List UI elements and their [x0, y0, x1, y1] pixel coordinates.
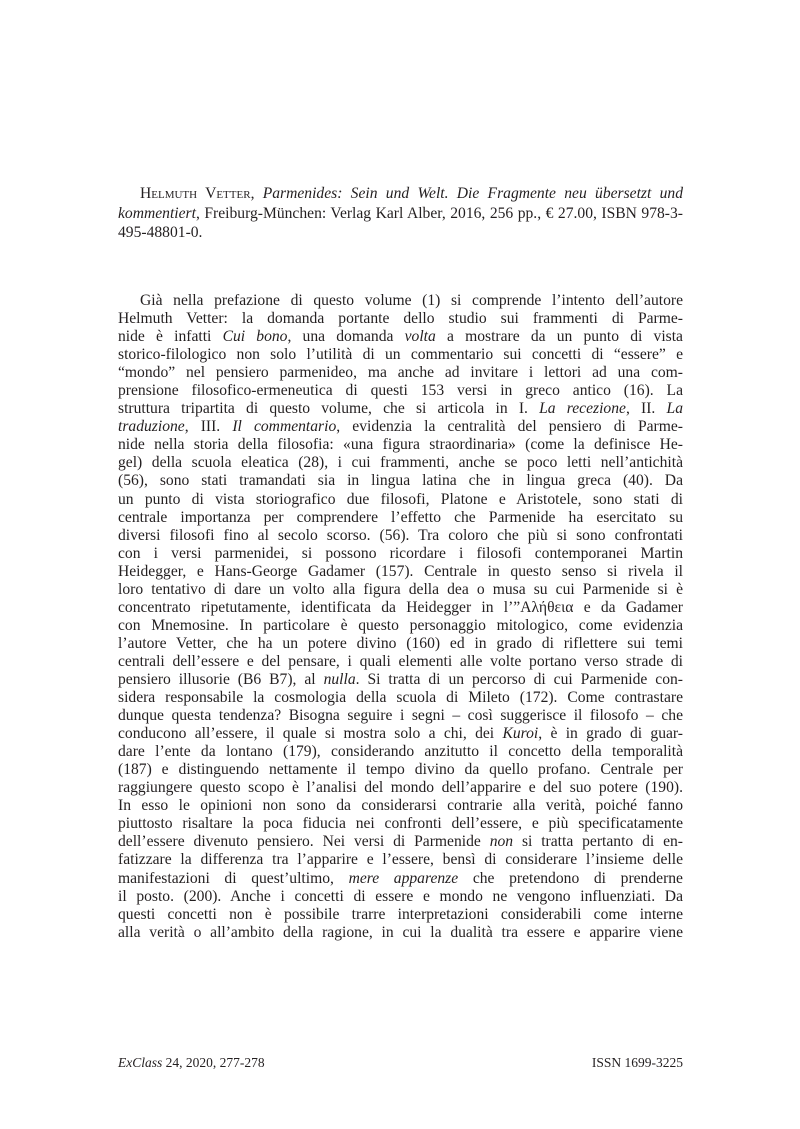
body-line: il posto. (200). Anche i concetti di essere e mondo ne vengono influenziati. Da [118, 887, 683, 905]
body-line: centrali dell’essere e del pensare, i quali elementi alle volte portano verso strade di [118, 652, 683, 670]
body-line: con Mnemosine. In particolare è questo personaggio mitologico, come evidenzia [118, 616, 683, 634]
review-body [118, 292, 683, 942]
body-line: Già nella prefazione di questo volume (1) si comprende l’intento dell’autore [140, 292, 683, 309]
body-line: loro tentativo di dare un volto alla figura della dea o musa su cui Parmenide si è [118, 580, 683, 598]
body-line: con i versi parmenidei, si possono ricordare i filosofi contemporanei Martin [118, 544, 683, 562]
body-line: raggiungere questo scopo è l’analisi del mondo dell’apparire e del suo potere (190). [118, 779, 683, 797]
body-line: (56), sono stati tramandati sia in lingua latina che in lingua greca (40). Da [118, 472, 683, 490]
body-line: Helmuth Vetter: la domanda portante dello studio sui frammenti di Parme- [118, 310, 683, 328]
body-line: nide è infatti Cui bono, una domanda volta a mostrare da un punto di vista [118, 328, 683, 346]
book-citation: Helmuth Vetter, Parmenides: Sein und Welt. Die Fragmente neu übersetzt und kommentiert, Freiburg-München: Verlag Karl Alber, 2016, 256 pp., € 27.00, ISBN 978-3-495-48801-0. [118, 185, 683, 241]
body-line: traduzione, III. Il commentario, evidenzia la centralità del pensiero di Parme- [118, 418, 683, 436]
citation-publication: , Freiburg-München: Verlag Karl Alber, 2016, 256 pp., € 27.00, ISBN 978-3-495-48801-0. [118, 204, 683, 241]
body-line: Heidegger, e Hans-George Gadamer (157). Centrale in questo senso si rivela il [118, 562, 683, 580]
footer-issue: 24, 2020, 277-278 [162, 1055, 265, 1070]
body-line: prensione filosofico-ermeneutica di questi 153 versi in greco antico (16). La [118, 382, 683, 400]
body-line: conducono all’essere, il quale si mostra solo a chi, dei Kuroi, è in grado di guar- [118, 725, 683, 743]
body-line: centrale importanza per comprendere l’effetto che Parmenide ha esercitato su [118, 508, 683, 526]
citation-author: Helmuth Vetter [140, 185, 251, 202]
footer-journal-ref [118, 1055, 265, 1071]
body-line: “mondo” nel pensiero parmenideo, ma anche ad invitare i lettori ad una com- [118, 364, 683, 382]
body-line: In esso le opinioni non sono da considerarsi contrarie alla verità, poiché fanno [118, 797, 683, 815]
citation-title: Parmenides: Sein und Welt. Die Fragmente neu übersetzt und kommentiert [118, 185, 683, 222]
body-line: alla verità o all’ambito della ragione, in cui la dualità tra essere e apparire viene [118, 923, 683, 941]
body-line: gel) della scuola eleatica (28), i cui frammenti, anche se poco letti nell’antichità [118, 454, 683, 472]
body-line: questi concetti non è possibile trarre interpretazioni considerabili come interne [118, 905, 683, 923]
body-line: (187) e distinguendo nettamente il tempo divino da quello profano. Centrale per [118, 761, 683, 779]
body-line: dunque questa tendenza? Bisogna seguire i segni – così suggerisce il filosofo – che [118, 707, 683, 725]
body-line: dare l’ente da lontano (179), considerando anzitutto il concetto della temporalità [118, 743, 683, 761]
body-line: nide nella storia della filosofia: «una figura straordinaria» (come la definisce He- [118, 436, 683, 454]
body-line: dell’essere divenuto pensiero. Nei versi di Parmenide non si tratta pertanto di en- [118, 833, 683, 851]
body-line: l’autore Vetter, che ha un potere divino (160) ed in grado di riflettere sui temi [118, 634, 683, 652]
body-line: struttura tripartita di questo volume, che si articola in I. La recezione, II. La [118, 400, 684, 418]
body-line: concentrato ripetutamente, identificata da Heidegger in l’”Αλήθεια e da Gadamer [118, 598, 683, 616]
body-line: sidera responsabile la cosmologia della scuola di Mileto (172). Come contrastare [118, 689, 683, 707]
page-footer [118, 1055, 683, 1071]
body-line: storico-filologico non solo l’utilità di un commentario sui concetti di “essere” e [118, 346, 683, 364]
body-line: manifestazioni di quest’ultimo, mere apparenze che pretendono di prenderne [118, 869, 683, 887]
footer-journal-name: ExClass [118, 1055, 163, 1070]
body-line: piuttosto risaltare la poca fiducia nei confronti dell’essere, e più specificatamente [118, 815, 683, 833]
footer-issn: ISSN 1699-3225 [591, 1055, 683, 1070]
body-line: pensiero illusorie (B6 B7), al nulla. Si tratta di un percorso di cui Parmenide con- [118, 670, 683, 688]
body-line: fatizzare la differenza tra l’apparire e l’essere, bensì di considerare l’insieme delle [118, 851, 683, 869]
body-line: diversi filosofi fino al secolo scorso. (56). Tra coloro che più si sono confrontati [118, 526, 683, 544]
body-line: un punto di vista storiografico due filosofi, Platone e Aristotele, sono stati di [118, 490, 683, 508]
